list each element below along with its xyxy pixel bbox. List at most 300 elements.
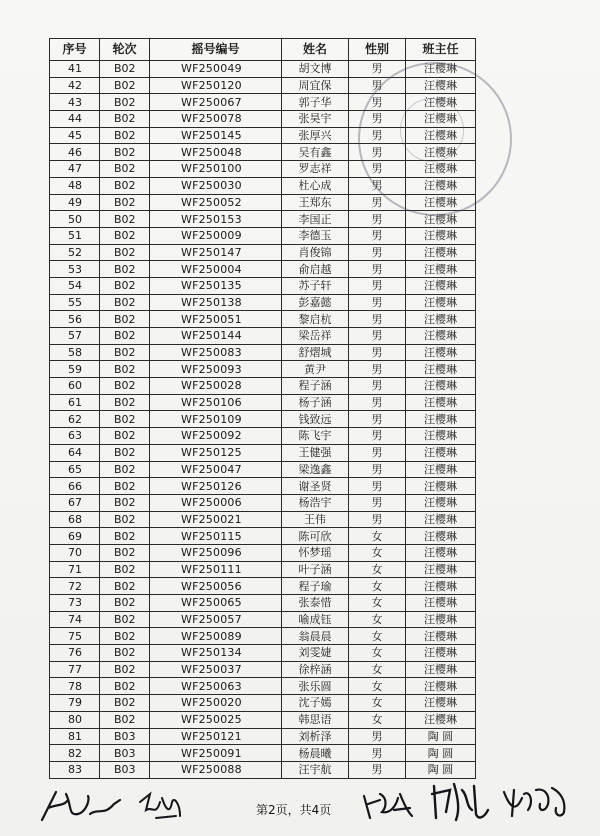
cell-gender: 女 bbox=[349, 645, 406, 662]
cell-lottery-number: WF250020 bbox=[150, 695, 282, 712]
cell-round: B02 bbox=[100, 645, 150, 662]
cell-teacher: 汪樱琳 bbox=[406, 127, 476, 144]
cell-name: 程子涵 bbox=[282, 378, 349, 395]
cell-round: B02 bbox=[100, 544, 150, 561]
cell-name: 王伟 bbox=[282, 511, 349, 528]
cell-teacher: 陶 圆 bbox=[406, 745, 476, 762]
cell-gender: 男 bbox=[349, 394, 406, 411]
cell-seq: 59 bbox=[50, 361, 100, 378]
cell-round: B02 bbox=[100, 411, 150, 428]
table-row bbox=[50, 311, 476, 328]
cell-seq: 80 bbox=[50, 711, 100, 728]
cell-round: B02 bbox=[100, 394, 150, 411]
cell-gender: 男 bbox=[349, 745, 406, 762]
cell-seq: 62 bbox=[50, 411, 100, 428]
cell-name: 李德玉 bbox=[282, 227, 349, 244]
cell-gender: 男 bbox=[349, 177, 406, 194]
cell-teacher: 汪樱琳 bbox=[406, 94, 476, 111]
cell-name: 翁晨晨 bbox=[282, 628, 349, 645]
cell-seq: 82 bbox=[50, 745, 100, 762]
cell-lottery-number: WF250056 bbox=[150, 578, 282, 595]
table-row bbox=[50, 561, 476, 578]
signature-5 bbox=[500, 782, 574, 822]
cell-teacher: 汪樱琳 bbox=[406, 461, 476, 478]
cell-round: B02 bbox=[100, 61, 150, 78]
cell-name: 杨晨曦 bbox=[282, 745, 349, 762]
cell-lottery-number: WF250096 bbox=[150, 544, 282, 561]
table-row bbox=[50, 595, 476, 612]
cell-seq: 50 bbox=[50, 211, 100, 228]
cell-seq: 41 bbox=[50, 61, 100, 78]
cell-gender: 男 bbox=[349, 77, 406, 94]
cell-round: B02 bbox=[100, 561, 150, 578]
cell-name: 喻成钰 bbox=[282, 611, 349, 628]
table-row bbox=[50, 661, 476, 678]
page-number: 第2页，共4页 bbox=[256, 803, 332, 817]
cell-teacher: 陶 圆 bbox=[406, 761, 476, 778]
cell-seq: 78 bbox=[50, 678, 100, 695]
table-row bbox=[50, 645, 476, 662]
cell-round: B02 bbox=[100, 244, 150, 261]
cell-lottery-number: WF250106 bbox=[150, 394, 282, 411]
cell-seq: 83 bbox=[50, 761, 100, 778]
cell-gender: 女 bbox=[349, 595, 406, 612]
cell-lottery-number: WF250125 bbox=[150, 444, 282, 461]
cell-name: 肖俊锦 bbox=[282, 244, 349, 261]
table-row bbox=[50, 277, 476, 294]
cell-round: B02 bbox=[100, 711, 150, 728]
table-row bbox=[50, 111, 476, 128]
cell-name: 张昊宇 bbox=[282, 111, 349, 128]
cell-teacher: 汪樱琳 bbox=[406, 578, 476, 595]
cell-seq: 56 bbox=[50, 311, 100, 328]
cell-round: B02 bbox=[100, 227, 150, 244]
cell-name: 汪宇航 bbox=[282, 761, 349, 778]
cell-seq: 60 bbox=[50, 378, 100, 395]
cell-teacher: 汪樱琳 bbox=[406, 294, 476, 311]
cell-seq: 81 bbox=[50, 728, 100, 745]
cell-lottery-number: WF250021 bbox=[150, 511, 282, 528]
table-row bbox=[50, 344, 476, 361]
page-footer bbox=[0, 790, 600, 830]
table-row bbox=[50, 761, 476, 778]
cell-gender: 男 bbox=[349, 161, 406, 178]
cell-gender: 男 bbox=[349, 328, 406, 345]
cell-teacher: 汪樱琳 bbox=[406, 378, 476, 395]
cell-gender: 男 bbox=[349, 194, 406, 211]
signature-2 bbox=[136, 790, 184, 824]
cell-name: 徐梓涵 bbox=[282, 661, 349, 678]
table-row bbox=[50, 378, 476, 395]
cell-seq: 76 bbox=[50, 645, 100, 662]
cell-seq: 45 bbox=[50, 127, 100, 144]
cell-round: B03 bbox=[100, 745, 150, 762]
cell-round: B02 bbox=[100, 294, 150, 311]
cell-teacher: 汪樱琳 bbox=[406, 711, 476, 728]
table-row bbox=[50, 244, 476, 261]
cell-lottery-number: WF250138 bbox=[150, 294, 282, 311]
table-row bbox=[50, 611, 476, 628]
cell-name: 程子瑜 bbox=[282, 578, 349, 595]
cell-teacher: 汪樱琳 bbox=[406, 695, 476, 712]
cell-seq: 77 bbox=[50, 661, 100, 678]
cell-name: 吴有鑫 bbox=[282, 144, 349, 161]
table-row bbox=[50, 394, 476, 411]
cell-lottery-number: WF250004 bbox=[150, 261, 282, 278]
cell-seq: 44 bbox=[50, 111, 100, 128]
cell-gender: 男 bbox=[349, 277, 406, 294]
cell-lottery-number: WF250134 bbox=[150, 645, 282, 662]
cell-round: B02 bbox=[100, 194, 150, 211]
cell-name: 张厚兴 bbox=[282, 127, 349, 144]
table-row bbox=[50, 528, 476, 545]
cell-name: 黎启杭 bbox=[282, 311, 349, 328]
cell-name: 王健强 bbox=[282, 444, 349, 461]
cell-round: B02 bbox=[100, 678, 150, 695]
table-row bbox=[50, 578, 476, 595]
table-row bbox=[50, 77, 476, 94]
cell-name: 刘析泽 bbox=[282, 728, 349, 745]
cell-lottery-number: WF250111 bbox=[150, 561, 282, 578]
table-row bbox=[50, 678, 476, 695]
cell-lottery-number: WF250009 bbox=[150, 227, 282, 244]
cell-teacher: 汪樱琳 bbox=[406, 144, 476, 161]
cell-teacher: 汪樱琳 bbox=[406, 77, 476, 94]
cell-seq: 51 bbox=[50, 227, 100, 244]
cell-round: B02 bbox=[100, 578, 150, 595]
cell-lottery-number: WF250067 bbox=[150, 94, 282, 111]
cell-teacher: 汪樱琳 bbox=[406, 678, 476, 695]
cell-round: B02 bbox=[100, 261, 150, 278]
cell-gender: 男 bbox=[349, 428, 406, 445]
cell-gender: 男 bbox=[349, 344, 406, 361]
cell-lottery-number: WF250135 bbox=[150, 277, 282, 294]
cell-gender: 女 bbox=[349, 695, 406, 712]
cell-gender: 男 bbox=[349, 378, 406, 395]
cell-lottery-number: WF250088 bbox=[150, 761, 282, 778]
table-row bbox=[50, 728, 476, 745]
cell-seq: 48 bbox=[50, 177, 100, 194]
cell-seq: 47 bbox=[50, 161, 100, 178]
cell-gender: 男 bbox=[349, 761, 406, 778]
cell-name: 舒熠城 bbox=[282, 344, 349, 361]
cell-name: 梁逸鑫 bbox=[282, 461, 349, 478]
cell-lottery-number: WF250052 bbox=[150, 194, 282, 211]
cell-round: B03 bbox=[100, 728, 150, 745]
cell-lottery-number: WF250089 bbox=[150, 628, 282, 645]
cell-lottery-number: WF250145 bbox=[150, 127, 282, 144]
cell-name: 王郑东 bbox=[282, 194, 349, 211]
cell-lottery-number: WF250121 bbox=[150, 728, 282, 745]
table-row bbox=[50, 461, 476, 478]
cell-name: 杨子涵 bbox=[282, 394, 349, 411]
cell-teacher: 汪樱琳 bbox=[406, 444, 476, 461]
header-teacher: 班主任 bbox=[406, 39, 476, 61]
cell-teacher: 陶 圆 bbox=[406, 728, 476, 745]
cell-gender: 男 bbox=[349, 227, 406, 244]
cell-lottery-number: WF250147 bbox=[150, 244, 282, 261]
table-row bbox=[50, 711, 476, 728]
cell-lottery-number: WF250051 bbox=[150, 311, 282, 328]
cell-seq: 65 bbox=[50, 461, 100, 478]
cell-name: 张泰惜 bbox=[282, 595, 349, 612]
cell-teacher: 汪樱琳 bbox=[406, 544, 476, 561]
table-row bbox=[50, 478, 476, 495]
cell-teacher: 汪樱琳 bbox=[406, 194, 476, 211]
cell-round: B02 bbox=[100, 628, 150, 645]
cell-name: 郭子华 bbox=[282, 94, 349, 111]
cell-seq: 72 bbox=[50, 578, 100, 595]
cell-seq: 57 bbox=[50, 328, 100, 345]
cell-teacher: 汪樱琳 bbox=[406, 528, 476, 545]
cell-round: B02 bbox=[100, 494, 150, 511]
cell-seq: 74 bbox=[50, 611, 100, 628]
header-lottery-number: 摇号编号 bbox=[150, 39, 282, 61]
cell-round: B02 bbox=[100, 378, 150, 395]
cell-teacher: 汪樱琳 bbox=[406, 344, 476, 361]
cell-gender: 女 bbox=[349, 628, 406, 645]
cell-gender: 男 bbox=[349, 461, 406, 478]
cell-round: B02 bbox=[100, 528, 150, 545]
cell-lottery-number: WF250037 bbox=[150, 661, 282, 678]
cell-lottery-number: WF250028 bbox=[150, 378, 282, 395]
table-row bbox=[50, 261, 476, 278]
cell-teacher: 汪樱琳 bbox=[406, 561, 476, 578]
cell-teacher: 汪樱琳 bbox=[406, 311, 476, 328]
table-header-row bbox=[50, 39, 476, 61]
cell-name: 李国正 bbox=[282, 211, 349, 228]
cell-seq: 75 bbox=[50, 628, 100, 645]
cell-round: B02 bbox=[100, 428, 150, 445]
cell-lottery-number: WF250092 bbox=[150, 428, 282, 445]
header-name: 姓名 bbox=[282, 39, 349, 61]
cell-round: B02 bbox=[100, 127, 150, 144]
cell-name: 刘雯婕 bbox=[282, 645, 349, 662]
cell-teacher: 汪樱琳 bbox=[406, 478, 476, 495]
cell-gender: 男 bbox=[349, 311, 406, 328]
cell-gender: 男 bbox=[349, 294, 406, 311]
cell-gender: 女 bbox=[349, 611, 406, 628]
cell-gender: 男 bbox=[349, 127, 406, 144]
table-row bbox=[50, 61, 476, 78]
cell-seq: 68 bbox=[50, 511, 100, 528]
cell-teacher: 汪樱琳 bbox=[406, 277, 476, 294]
cell-round: B02 bbox=[100, 311, 150, 328]
header-gender: 性别 bbox=[349, 39, 406, 61]
table-row bbox=[50, 227, 476, 244]
cell-seq: 61 bbox=[50, 394, 100, 411]
table-row bbox=[50, 127, 476, 144]
cell-lottery-number: WF250109 bbox=[150, 411, 282, 428]
cell-seq: 73 bbox=[50, 595, 100, 612]
cell-seq: 55 bbox=[50, 294, 100, 311]
cell-gender: 男 bbox=[349, 511, 406, 528]
cell-round: B02 bbox=[100, 695, 150, 712]
cell-teacher: 汪樱琳 bbox=[406, 161, 476, 178]
cell-round: B02 bbox=[100, 211, 150, 228]
cell-name: 罗志祥 bbox=[282, 161, 349, 178]
cell-teacher: 汪樱琳 bbox=[406, 661, 476, 678]
cell-seq: 42 bbox=[50, 77, 100, 94]
cell-gender: 女 bbox=[349, 678, 406, 695]
signature-1 bbox=[38, 786, 124, 826]
cell-round: B02 bbox=[100, 161, 150, 178]
cell-round: B02 bbox=[100, 461, 150, 478]
cell-teacher: 汪樱琳 bbox=[406, 328, 476, 345]
cell-seq: 67 bbox=[50, 494, 100, 511]
cell-teacher: 汪樱琳 bbox=[406, 394, 476, 411]
cell-gender: 女 bbox=[349, 578, 406, 595]
cell-teacher: 汪樱琳 bbox=[406, 494, 476, 511]
cell-gender: 女 bbox=[349, 561, 406, 578]
cell-round: B02 bbox=[100, 94, 150, 111]
cell-teacher: 汪樱琳 bbox=[406, 244, 476, 261]
signature-4 bbox=[428, 780, 492, 826]
cell-round: B02 bbox=[100, 344, 150, 361]
signature-3 bbox=[360, 788, 416, 824]
cell-seq: 63 bbox=[50, 428, 100, 445]
table-row bbox=[50, 628, 476, 645]
cell-seq: 64 bbox=[50, 444, 100, 461]
cell-round: B02 bbox=[100, 111, 150, 128]
table-row bbox=[50, 161, 476, 178]
cell-teacher: 汪樱琳 bbox=[406, 361, 476, 378]
cell-round: B02 bbox=[100, 444, 150, 461]
cell-name: 沈子嫣 bbox=[282, 695, 349, 712]
cell-lottery-number: WF250057 bbox=[150, 611, 282, 628]
cell-name: 俞启越 bbox=[282, 261, 349, 278]
cell-lottery-number: WF250126 bbox=[150, 478, 282, 495]
cell-name: 叶子涵 bbox=[282, 561, 349, 578]
cell-gender: 男 bbox=[349, 411, 406, 428]
cell-round: B02 bbox=[100, 177, 150, 194]
cell-round: B02 bbox=[100, 144, 150, 161]
header-round: 轮次 bbox=[100, 39, 150, 61]
cell-round: B02 bbox=[100, 77, 150, 94]
table-row bbox=[50, 695, 476, 712]
cell-seq: 46 bbox=[50, 144, 100, 161]
cell-teacher: 汪樱琳 bbox=[406, 611, 476, 628]
cell-teacher: 汪樱琳 bbox=[406, 177, 476, 194]
cell-round: B02 bbox=[100, 661, 150, 678]
cell-gender: 男 bbox=[349, 61, 406, 78]
table-row bbox=[50, 511, 476, 528]
cell-name: 彭嘉懿 bbox=[282, 294, 349, 311]
table-row bbox=[50, 94, 476, 111]
cell-seq: 79 bbox=[50, 695, 100, 712]
table-body bbox=[50, 61, 476, 779]
cell-lottery-number: WF250115 bbox=[150, 528, 282, 545]
cell-gender: 女 bbox=[349, 711, 406, 728]
table-row bbox=[50, 544, 476, 561]
cell-gender: 男 bbox=[349, 144, 406, 161]
cell-round: B02 bbox=[100, 277, 150, 294]
cell-teacher: 汪樱琳 bbox=[406, 628, 476, 645]
cell-lottery-number: WF250047 bbox=[150, 461, 282, 478]
cell-gender: 女 bbox=[349, 661, 406, 678]
cell-lottery-number: WF250144 bbox=[150, 328, 282, 345]
table-row bbox=[50, 361, 476, 378]
cell-seq: 49 bbox=[50, 194, 100, 211]
cell-seq: 54 bbox=[50, 277, 100, 294]
table-row bbox=[50, 745, 476, 762]
cell-gender: 女 bbox=[349, 528, 406, 545]
cell-name: 韩思语 bbox=[282, 711, 349, 728]
cell-gender: 男 bbox=[349, 261, 406, 278]
cell-name: 陈飞宇 bbox=[282, 428, 349, 445]
cell-name: 怀梦瑶 bbox=[282, 544, 349, 561]
table-row bbox=[50, 328, 476, 345]
cell-teacher: 汪樱琳 bbox=[406, 261, 476, 278]
cell-seq: 53 bbox=[50, 261, 100, 278]
table-row bbox=[50, 211, 476, 228]
table-row bbox=[50, 194, 476, 211]
cell-teacher: 汪樱琳 bbox=[406, 227, 476, 244]
cell-teacher: 汪樱琳 bbox=[406, 61, 476, 78]
cell-teacher: 汪樱琳 bbox=[406, 411, 476, 428]
cell-gender: 男 bbox=[349, 728, 406, 745]
student-roster-table bbox=[49, 38, 476, 779]
cell-round: B03 bbox=[100, 761, 150, 778]
cell-name: 张乐圆 bbox=[282, 678, 349, 695]
cell-gender: 男 bbox=[349, 94, 406, 111]
cell-seq: 58 bbox=[50, 344, 100, 361]
cell-lottery-number: WF250065 bbox=[150, 595, 282, 612]
cell-lottery-number: WF250049 bbox=[150, 61, 282, 78]
cell-seq: 71 bbox=[50, 561, 100, 578]
cell-name: 苏子轩 bbox=[282, 277, 349, 294]
cell-teacher: 汪樱琳 bbox=[406, 211, 476, 228]
cell-gender: 男 bbox=[349, 494, 406, 511]
cell-lottery-number: WF250048 bbox=[150, 144, 282, 161]
cell-teacher: 汪樱琳 bbox=[406, 511, 476, 528]
cell-round: B02 bbox=[100, 611, 150, 628]
cell-name: 钱致远 bbox=[282, 411, 349, 428]
cell-teacher: 汪樱琳 bbox=[406, 595, 476, 612]
cell-name: 谢圣贤 bbox=[282, 478, 349, 495]
cell-lottery-number: WF250025 bbox=[150, 711, 282, 728]
table-row bbox=[50, 144, 476, 161]
cell-name: 黄尹 bbox=[282, 361, 349, 378]
cell-round: B02 bbox=[100, 361, 150, 378]
cell-seq: 52 bbox=[50, 244, 100, 261]
cell-lottery-number: WF250006 bbox=[150, 494, 282, 511]
cell-lottery-number: WF250153 bbox=[150, 211, 282, 228]
table-row bbox=[50, 494, 476, 511]
cell-gender: 男 bbox=[349, 244, 406, 261]
cell-teacher: 汪樱琳 bbox=[406, 428, 476, 445]
cell-gender: 男 bbox=[349, 361, 406, 378]
cell-lottery-number: WF250030 bbox=[150, 177, 282, 194]
header-seq: 序号 bbox=[50, 39, 100, 61]
cell-name: 陈可欣 bbox=[282, 528, 349, 545]
cell-seq: 70 bbox=[50, 544, 100, 561]
cell-lottery-number: WF250100 bbox=[150, 161, 282, 178]
cell-lottery-number: WF250083 bbox=[150, 344, 282, 361]
cell-lottery-number: WF250078 bbox=[150, 111, 282, 128]
cell-name: 胡文博 bbox=[282, 61, 349, 78]
cell-lottery-number: WF250063 bbox=[150, 678, 282, 695]
cell-round: B02 bbox=[100, 511, 150, 528]
cell-teacher: 汪樱琳 bbox=[406, 645, 476, 662]
cell-seq: 66 bbox=[50, 478, 100, 495]
cell-lottery-number: WF250093 bbox=[150, 361, 282, 378]
cell-name: 周宜保 bbox=[282, 77, 349, 94]
table-row bbox=[50, 444, 476, 461]
cell-gender: 男 bbox=[349, 211, 406, 228]
cell-name: 杨浩宇 bbox=[282, 494, 349, 511]
cell-gender: 男 bbox=[349, 444, 406, 461]
